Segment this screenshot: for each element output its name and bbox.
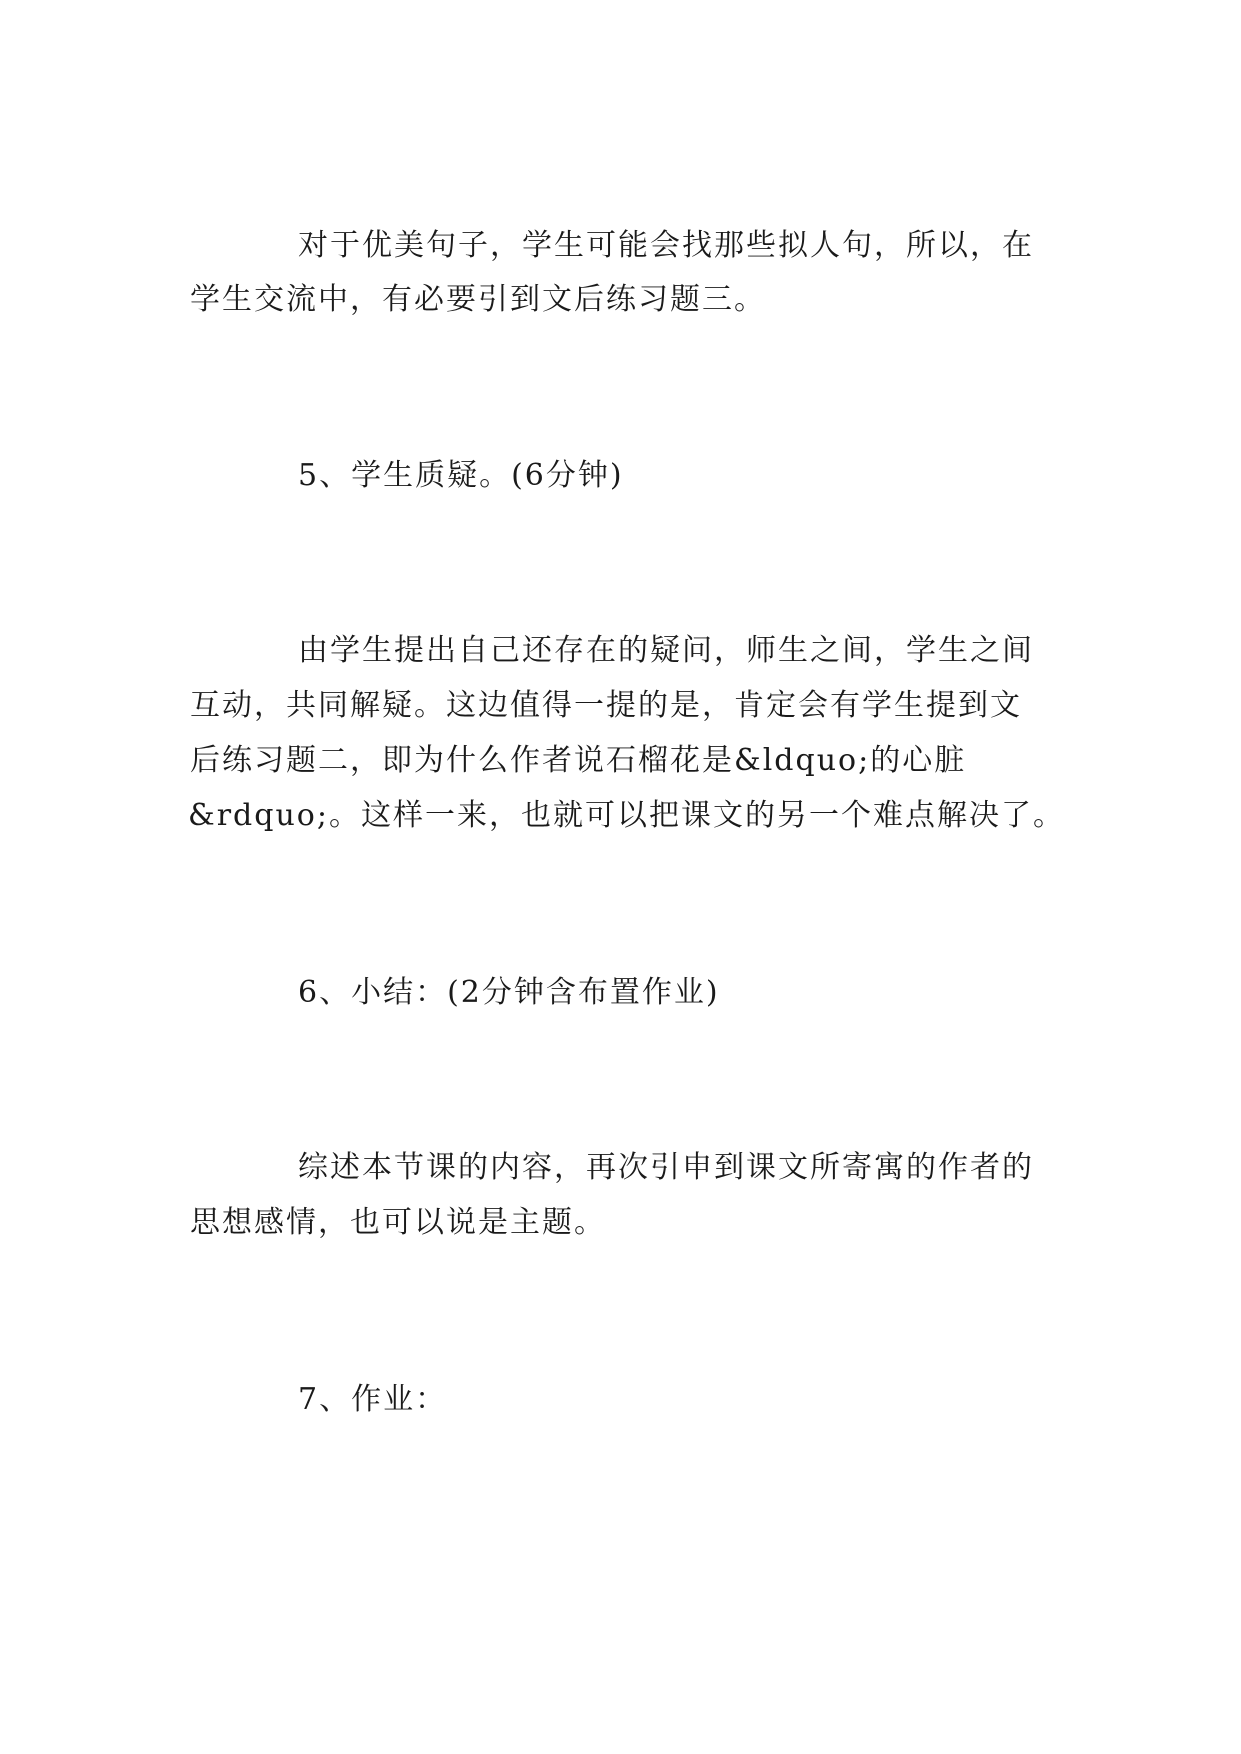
- paragraph-line: 思想感情，也可以说是主题。: [190, 1205, 606, 1240]
- paragraph-line: &rdquo;。这样一来，也就可以把课文的另一个难点解决了。: [188, 798, 1065, 833]
- section-heading: 5、学生质疑。(6分钟): [298, 458, 624, 493]
- paragraph-line: 学生交流中，有必要引到文后练习题三。: [190, 282, 766, 317]
- paragraph-line: 后练习题二，即为什么作者说石榴花是&ldquo;的心脏: [190, 743, 967, 778]
- section-heading: 6、小结：(2分钟含布置作业): [298, 975, 720, 1010]
- section-heading: 7、作业：: [298, 1382, 448, 1417]
- paragraph-line: 互动，共同解疑。这边值得一提的是，肯定会有学生提到文: [190, 688, 1022, 723]
- paragraph-line: 综述本节课的内容，再次引申到课文所寄寓的作者的: [298, 1150, 1034, 1185]
- paragraph-line: 由学生提出自己还存在的疑问，师生之间，学生之间: [298, 633, 1034, 668]
- paragraph-line: 对于优美句子，学生可能会找那些拟人句，所以，在: [298, 228, 1034, 263]
